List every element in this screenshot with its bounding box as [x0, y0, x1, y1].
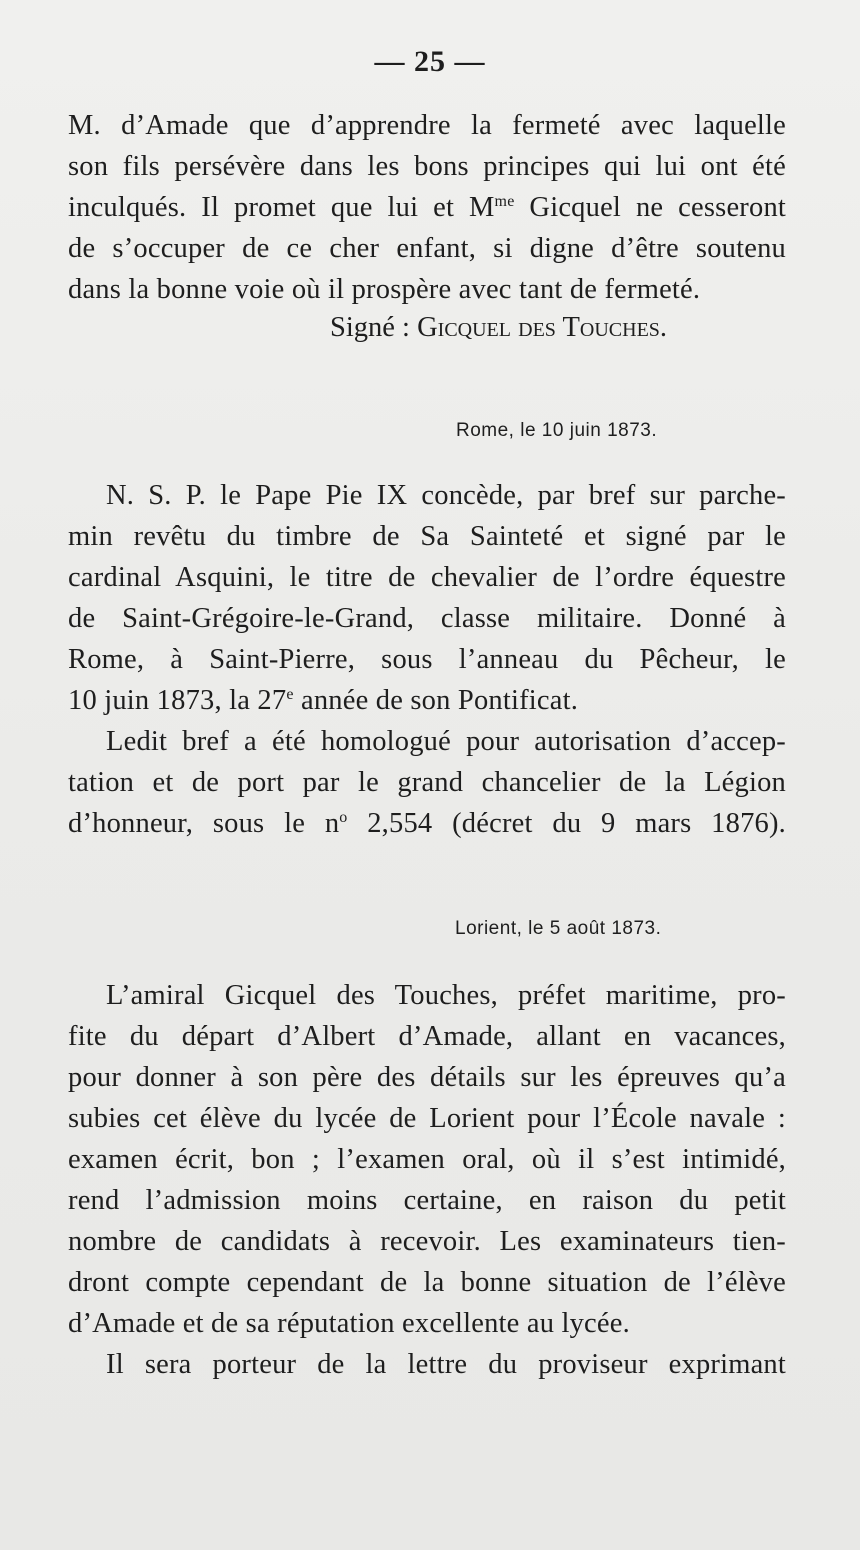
- text-line: rend l’admission moins certaine, en raison du petit: [68, 1185, 786, 1216]
- text-line: N. S. P. le Pape Pie IX concède, par bref sur parche-: [106, 480, 786, 511]
- page-number: — 25 —: [374, 45, 486, 78]
- text-line: dront compte cependant de la bonne situation de l’élève: [68, 1267, 786, 1298]
- text-line: examen écrit, bon ; l’examen oral, où il s’est intimidé,: [68, 1144, 786, 1175]
- signature-line: [330, 312, 667, 344]
- text-line: dans la bonne voie où il prospère avec tant de fermeté.: [68, 274, 701, 305]
- text-line: Ledit bref a été homologué pour autorisation d’accep-: [106, 726, 786, 757]
- signature-name: Gicquel des Touches.: [417, 312, 668, 343]
- text-line: pour donner à son père des détails sur les épreuves qu’a: [68, 1062, 786, 1093]
- dateline-rome: Rome, le 10 juin 1873.: [456, 420, 658, 441]
- text-line: de s’occuper de ce cher enfant, si digne d’être soutenu: [68, 233, 786, 264]
- text-line: L’amiral Gicquel des Touches, préfet maritime, pro-: [106, 980, 786, 1011]
- text-line: subies cet élève du lycée de Lorient pour l’École navale :: [68, 1103, 786, 1134]
- signature-prefix: Signé :: [330, 312, 418, 343]
- text-line: inculqués. Il promet que lui et $M^{me}$ Gicquel ne cesseront: [68, 192, 787, 223]
- paragraph-admiral-letter: [68, 975, 786, 1385]
- text-line: cardinal Asquini, le titre de chevalier de l’ordre équestre: [68, 562, 786, 593]
- paragraph-letter-end: [68, 105, 786, 310]
- text-line: 10 juin 1873, la 27e année de son Pontificat.: [68, 685, 579, 716]
- text-line: fite du départ d’Albert d’Amade, allant en vacances,: [68, 1021, 786, 1052]
- text-line: min revêtu du timbre de Sa Sainteté et signé par le: [68, 521, 786, 552]
- text-line: son fils persévère dans les bons principes qui lui ont été: [68, 151, 786, 182]
- text-line: M. d’Amade que d’apprendre la fermeté avec laquelle: [68, 110, 786, 141]
- text-line: d’Amade et de sa réputation excellente au lycée.: [68, 1308, 630, 1339]
- text-line: d’honneur, sous le $n^o$ 2,554 (décret du 9 mars 1876).: [68, 808, 786, 839]
- text-line: Rome, à Saint-Pierre, sous l’anneau du Pêcheur, le: [68, 644, 786, 675]
- text-line: de Saint-Grégoire-le-Grand, classe militaire. Donné à: [68, 603, 786, 634]
- text-line: nombre de candidats à recevoir. Les examinateurs tien-: [68, 1226, 786, 1257]
- paragraph-papal-brief: [68, 475, 786, 844]
- text-line: Il sera porteur de la lettre du proviseur exprimant: [106, 1349, 786, 1380]
- text-line: tation et de port par le grand chancelier de la Légion: [68, 767, 786, 798]
- dateline-lorient: Lorient, le 5 août 1873.: [455, 918, 662, 939]
